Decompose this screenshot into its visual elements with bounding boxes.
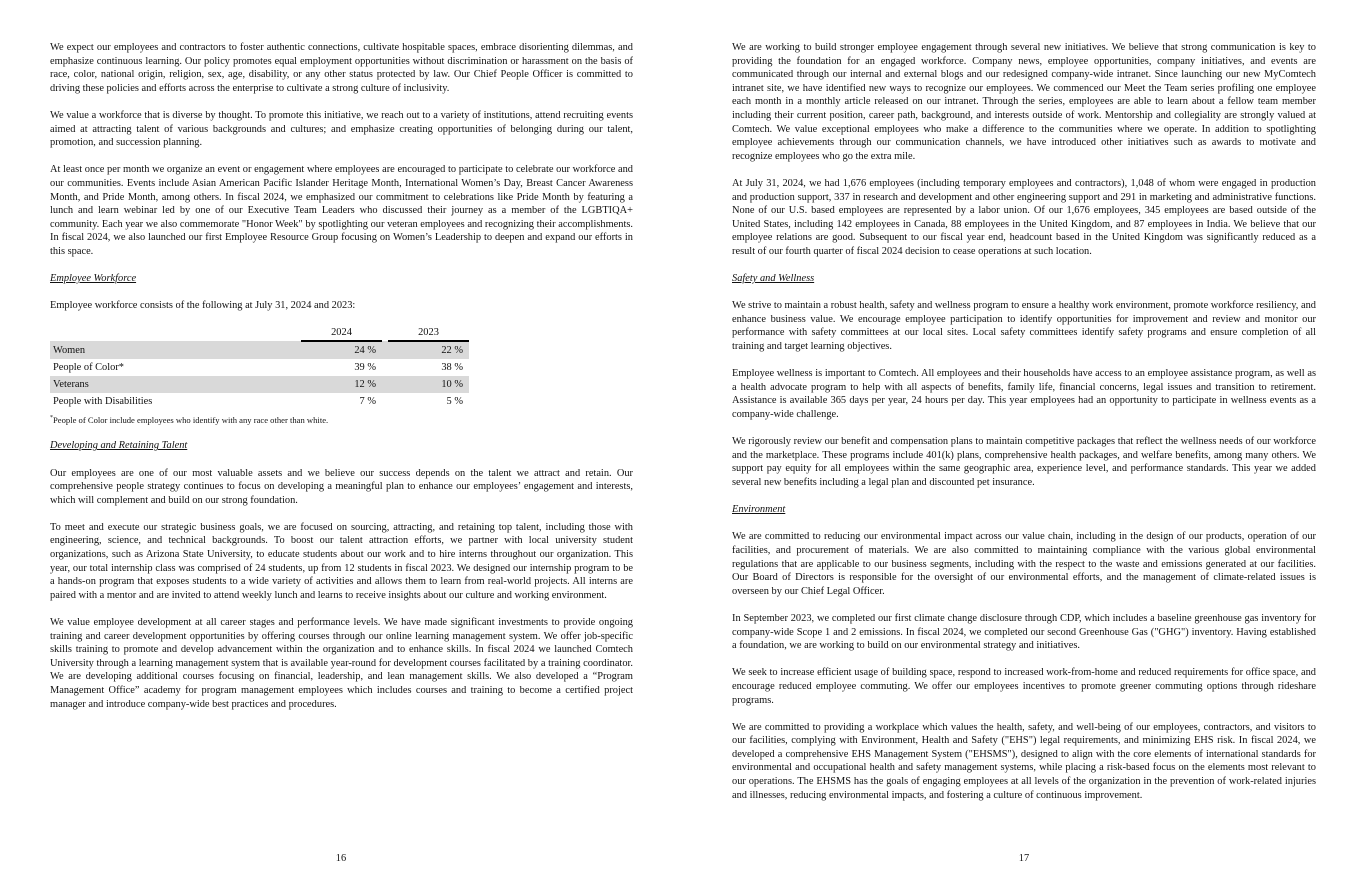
- workforce-table: [50, 326, 469, 410]
- body-paragraph: We are committed to reducing our environmental impact across our value chain, including in the design of our products, operation of our facilities, and procurement of materials. We are also committed to maintaining compliance with the various global environmental regulations that are applicable to our business segments, including with the respect to the waste and emissions generated at our facilities. Our Board of Directors is responsible for the oversight of our environmental efforts, and the management of climate-related issues is overseen by our Chief Legal Officer.: [732, 531, 1316, 597]
- table-header-2023: 2023: [388, 326, 469, 341]
- body-paragraph: At July 31, 2024, we had 1,676 employees (including temporary employees and contractors), 1,048 of whom were engaged in production and production support, 337 in research and development and other engineering support and 291 in marketing and administrative functions. None of our U.S. based employees are represented by a labor union. Of our 1,676 employees, 345 employees are based outside of the United States, including 142 employees in Canada, 88 employees in the United Kingdom, and 87 employees in India. We believe that our employee relations are good. Subsequent to our fiscal year end, headcount based in the United Kingdom was significantly reduced as a result of our fourth quarter of fiscal 2024 decision to cease operations at such location.: [732, 177, 1316, 257]
- page-16: [0, 0, 682, 889]
- body-paragraph: Employee wellness is important to Comtech. All employees and their households have access to an employee assistance program, as well as a health advocate program to help with all aspects of benefits, family life, financial concerns, legal issues and transition to retirement. Assistance is available 365 days per year, 24 hours per day. This year employees had an opportunity to participate in wellness events as a company-wide challenge.: [732, 368, 1316, 421]
- body-paragraph: We strive to maintain a robust health, safety and wellness program to ensure a healthy work environment, promote workforce resiliency, and enhance business value. We encourage employee participation to identify opportunities for improvement and review and monitor our performance with safety committees at our local sites. Local safety committees identify safety programs and ensure completion of all training and target learning objectives.: [732, 300, 1316, 353]
- body-paragraph: Our employees are one of our most valuable assets and we believe our success depends on the talent we attract and retain. Our comprehensive people strategy continues to focus on developing a meaningful plan to enhance our employees’ engagement and interests, which will complement and build on our strong foundation.: [50, 467, 633, 506]
- body-paragraph: We rigorously review our benefit and compensation plans to maintain competitive packages that reflect the wellness needs of our workforce and the marketplace. These programs include 401(k) plans, comprehensive health packages, and welfare benefits, among many others. We support pay equity for all employees within the same geographic area, experience level, and performance standards. This year we added several new benefits including a legal plan and discounted pet insurance.: [732, 436, 1316, 488]
- row-label: Veterans: [50, 376, 301, 393]
- table-row: [50, 376, 469, 393]
- body-paragraph: To meet and execute our strategic business goals, we are focused on sourcing, attracting, and retaining top talent, including those with engineering, science, and technical backgrounds. To boost our talent attraction efforts, we partner with local university student organizations, such as Arizona State University, to educate students about our work and to hire interns throughout our organization. This year, our total internship class was comprised of 24 students, up from 12 students in fiscal 2023. We designed our internship program to be a hands-on program that exposes students to a wide variety of activities and allows them to learn from real-world projects. All interns are paired with a mentor and are invited to attend weekly lunch and learns to receive insights about our culture and working environment.: [50, 521, 633, 601]
- page-number: 16: [335, 853, 347, 864]
- section-heading-safety-wellness: Safety and Wellness: [732, 273, 815, 285]
- footnote-mark: *: [50, 415, 53, 422]
- row-value-2024: 39 %: [354, 362, 376, 374]
- row-value-2023: 22 %: [388, 341, 469, 359]
- footnote-text: People of Color include employees who identify with any race other than white.: [53, 415, 329, 426]
- row-value-2023: 5 %: [446, 396, 463, 408]
- page-16-content: [50, 41, 633, 725]
- row-value-2024: 7 %: [359, 396, 376, 408]
- table-row: [50, 341, 469, 359]
- body-paragraph: At least once per month we organize an event or engagement where employees are encouraged to participate to celebrate our workforce and our communities. Events include Asian American Pacific Islander Heritage Month, International Women’s Day, Breast Cancer Awareness Month, and Pride Month, among others. In fiscal 2024, we emphasized our commitment to celebrations like Pride Month by featuring a lunch and learn webinar led by one of our Executive Team Leaders who discussed their journey as a member of the LGBTIQA+ community. Each year we also commemorate "Honor Week" by spotlighting our veteran employees and recognizing their accomplishments. In fiscal 2024, we also launched our first Employee Resource Group focusing on Women’s Leadership to deepen and expand our efforts in this space.: [50, 164, 633, 257]
- body-paragraph: In September 2023, we completed our first climate change disclosure through CDP, which includes a baseline greenhouse gas inventory for company-wide Scope 1 and 2 emissions. In fiscal 2024, we completed our second Greenhouse Gas ("GHG") inventory. Having established a foundation, we are working to build on our environmental strategy and initiatives.: [732, 612, 1316, 652]
- section-heading-developing-talent: Developing and Retaining Talent: [50, 440, 188, 452]
- row-label: People of Color*: [53, 362, 124, 374]
- table-header-label: [50, 326, 301, 341]
- section-heading-environment: Environment: [732, 504, 786, 516]
- row-label: People with Disabilities: [53, 396, 153, 408]
- row-value-2024: 12 %: [301, 376, 382, 393]
- body-paragraph: We value a workforce that is diverse by thought. To promote this initiative, we reach out to a variety of institutions, attend recruiting events aimed at attracting talent of various backgrounds and cultures; and emphasize creating opportunities of belonging during our talent, promotion, and succession planning.: [50, 109, 633, 149]
- body-paragraph: We are working to build stronger employee engagement through several new initiatives. We believe that strong communication is key to providing the foundation for an engaged workforce. Company news, employee opportunities, company initiatives, and events are communicated through our internal and external blogs and our redesigned company-wide intranet. Since launching our new MyComtech intranet site, we have identified new ways to recognize our employees. We commenced our Meet the Team series profiling one employee each month in a monthly article released on our intranet. Through the series, employees are able to learn about a fellow team member including their current position, career path, background, and interests outside of work. Mentorship and collegiality are strongly valued at Comtech. We value exceptional employees who make a difference to the communities where we operate. In addition to spotlighting employee achievements through our communication channels, we have introduced other initiatives such as awards to motivate and recognize employees who go the extra mile.: [732, 42, 1316, 162]
- table-footnote: [50, 412, 633, 426]
- table-row: [50, 393, 469, 410]
- table-header-2024: 2024: [301, 326, 382, 341]
- row-value-2024: 24 %: [301, 341, 382, 359]
- workforce-intro: Employee workforce consists of the following at July 31, 2024 and 2023:: [50, 300, 356, 312]
- row-label: Women: [50, 341, 301, 359]
- page-17: [683, 0, 1365, 889]
- section-heading-employee-workforce: Employee Workforce: [50, 273, 137, 285]
- body-paragraph: We expect our employees and contractors to foster authentic connections, cultivate hospitable spaces, embrace disorienting dilemmas, and emphasize continuous learning. Our policy promotes equal employment opportunities without discrimination or harassment on the basis of race, color, national origin, religion, sex, age, disability, or any other status protected by law. Our Chief People Officer is committed to driving these policies and efforts across the enterprise to cultivate a strong culture of inclusivity.: [50, 42, 633, 94]
- table-row: [50, 359, 469, 376]
- body-paragraph: We value employee development at all career stages and performance levels. We have made significant investments to provide ongoing training and career development opportunities by offering courses through our online learning management system. We offer job-specific skills training to promote and develop advancement within the organization and to enhance skills. In fiscal 2024 we launched Comtech University through a learning management system that is available year-round for development courses facilitated by a training coordinator. We are developing additional courses focusing on financial, leadership, and lean management skills. We also developed a “Program Management Office” academy for program management employees which includes courses and training to become a certified project manager and introduce company-wide best practices and procedures.: [50, 617, 633, 710]
- row-value-2023: 10 %: [388, 376, 469, 393]
- body-paragraph: We are committed to providing a workplace which values the health, safety, and well-being of our employees, contractors, and visitors to our facilities, complying with Environment, Health and Safety ("EHS") legal requirements, and minimizing EHS risk. In fiscal 2024, we developed a comprehensive EHS Management System ("EHSMS"), designed to align with the core elements of international standards for environmental and occupational health and safety management systems, while placing a risk-based focus on the elements most relevant to our operations. The EHSMS has the goals of engaging employees at all levels of the organization in the prevention of work-related injuries and illnesses, reducing environmental impacts, and fostering a culture of continuous improvement.: [732, 721, 1316, 801]
- table-header-row: [50, 326, 469, 341]
- page-number: 17: [1018, 853, 1030, 864]
- page-17-content: [732, 41, 1316, 816]
- row-value-2023: 38 %: [441, 362, 463, 374]
- body-paragraph: We seek to increase efficient usage of building space, respond to increased work-from-home and reduced requirements for office space, and encourage reduced employee commuting. We offer our employees incentives to promote greener commuting options through rideshare programs.: [732, 667, 1316, 706]
